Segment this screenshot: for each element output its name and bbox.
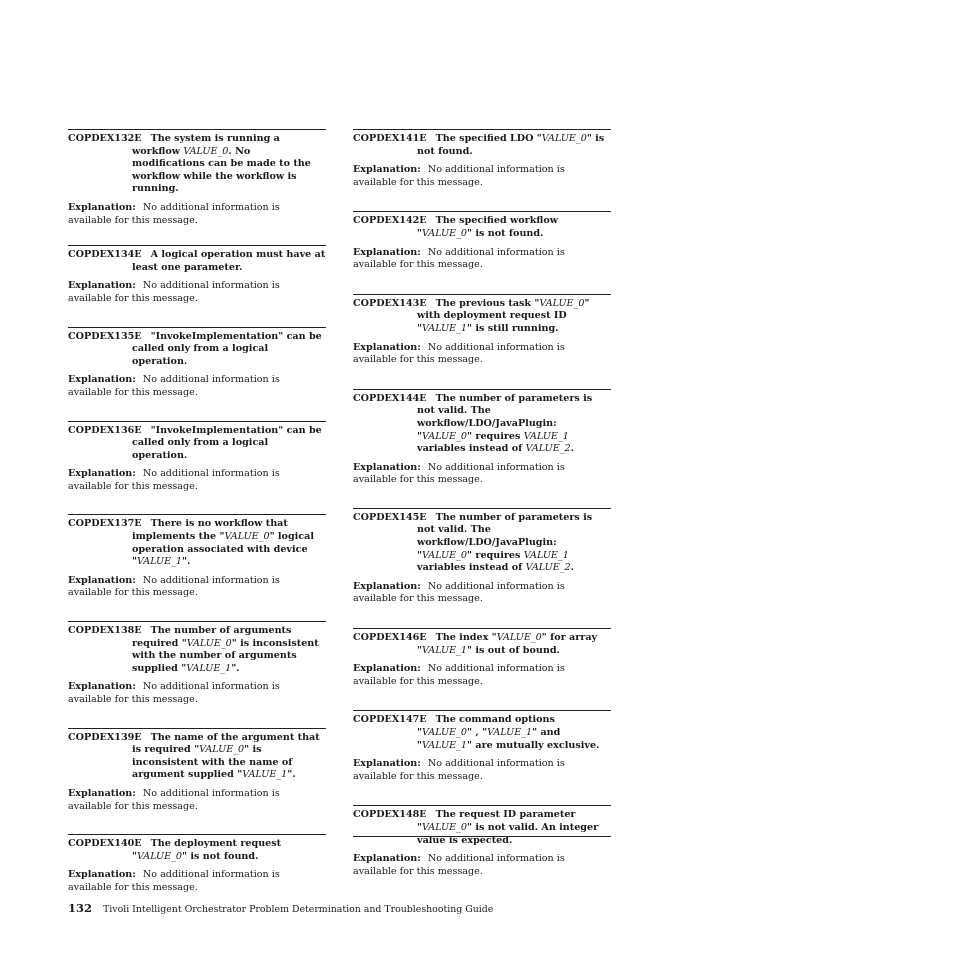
variable-placeholder: VALUE_0 bbox=[137, 850, 183, 862]
explanation bbox=[353, 758, 611, 783]
explanation bbox=[68, 869, 326, 894]
explanation bbox=[68, 575, 326, 600]
explanation-text: No additional information is available for this message. bbox=[353, 246, 565, 271]
explanation-text: No additional information is available for this message. bbox=[353, 580, 565, 605]
variable-placeholder: VALUE_0 bbox=[496, 632, 542, 644]
message-text: The specified workflow " bbox=[417, 215, 559, 239]
message-text: The deployment request " bbox=[132, 838, 282, 862]
message-heading bbox=[353, 393, 611, 456]
message-text: " for array " bbox=[417, 632, 598, 656]
message-heading bbox=[353, 809, 611, 847]
message-heading bbox=[68, 838, 326, 863]
message-text: ". bbox=[287, 769, 296, 781]
explanation bbox=[353, 247, 611, 272]
message-entry bbox=[353, 129, 611, 189]
message-heading bbox=[353, 714, 611, 752]
explanation bbox=[68, 202, 326, 227]
variable-placeholder: VALUE_0 bbox=[422, 430, 468, 442]
explanation-text: No additional information is available for this message. bbox=[68, 468, 280, 492]
explanation-label: Explanation: bbox=[353, 341, 421, 353]
page-number: 132 bbox=[68, 901, 93, 915]
explanation-text: No additional information is available for this message. bbox=[353, 663, 565, 687]
message-text: The previous task " bbox=[435, 297, 540, 309]
left-column bbox=[68, 129, 326, 895]
message-text: " and " bbox=[417, 727, 561, 751]
message-heading bbox=[353, 632, 611, 657]
message-code: COPDEX147E bbox=[353, 714, 427, 726]
explanation-label: Explanation: bbox=[68, 787, 136, 799]
message-text: . bbox=[570, 443, 574, 455]
explanation-text: No additional information is available for this message. bbox=[68, 574, 280, 599]
message-entry bbox=[68, 834, 326, 894]
book-title: Tivoli Intelligent Orchestrator Problem Determination and Troubleshooting Guide bbox=[103, 904, 494, 915]
variable-placeholder: VALUE_1 bbox=[422, 739, 468, 751]
variable-placeholder: VALUE_0 bbox=[539, 297, 585, 309]
explanation bbox=[353, 342, 611, 367]
message-entry bbox=[353, 710, 611, 783]
explanation bbox=[353, 164, 611, 189]
message-text: variables instead of bbox=[417, 562, 526, 574]
message-heading bbox=[68, 249, 326, 274]
variable-placeholder: VALUE_1 bbox=[523, 430, 569, 442]
explanation-text: No additional information is available for this message. bbox=[68, 280, 280, 304]
message-code: COPDEX136E bbox=[68, 424, 142, 436]
explanation bbox=[68, 468, 326, 493]
message-heading bbox=[68, 625, 326, 675]
explanation-text: No additional information is available for this message. bbox=[68, 869, 280, 893]
variable-placeholder: VALUE_0 bbox=[422, 549, 468, 561]
explanation-text: No additional information is available for this message. bbox=[353, 164, 565, 188]
message-text: The number of arguments required " bbox=[132, 625, 292, 649]
variable-placeholder: VALUE_1 bbox=[242, 769, 288, 781]
explanation-text: No additional information is available for this message. bbox=[68, 374, 280, 398]
message-text: " is not found. bbox=[467, 227, 544, 239]
variable-placeholder: VALUE_2 bbox=[525, 443, 571, 455]
explanation bbox=[353, 663, 611, 688]
message-text: ". bbox=[231, 662, 240, 674]
explanation-label: Explanation: bbox=[68, 681, 136, 693]
message-text: The specified LDO " bbox=[435, 133, 542, 144]
explanation-text: No additional information is available for this message. bbox=[353, 341, 565, 366]
message-entry bbox=[68, 621, 326, 707]
message-text: The number of parameters is not valid. The workflow/LDO/JavaPlugin: " bbox=[417, 392, 593, 442]
message-entry bbox=[68, 514, 326, 600]
message-entry bbox=[68, 728, 326, 814]
message-entry bbox=[353, 628, 611, 688]
message-text: variables instead of bbox=[417, 443, 526, 455]
explanation-text: No additional information is available for this message. bbox=[68, 201, 280, 226]
variable-placeholder: VALUE_0 bbox=[422, 727, 468, 738]
message-text: There is no workflow that implements the " bbox=[132, 518, 288, 543]
explanation-text: No additional information is available for this message. bbox=[353, 853, 565, 877]
explanation-text: No additional information is available for this message. bbox=[68, 681, 280, 705]
explanation-label: Explanation: bbox=[68, 201, 136, 213]
message-text: " is not valid. An integer value is expected. bbox=[417, 821, 599, 846]
explanation bbox=[68, 681, 326, 706]
variable-placeholder: VALUE_1 bbox=[422, 644, 468, 656]
explanation-label: Explanation: bbox=[68, 869, 136, 881]
message-text: The request ID parameter " bbox=[417, 809, 576, 833]
explanation bbox=[68, 374, 326, 399]
message-code: COPDEX141E bbox=[353, 133, 427, 144]
explanation-label: Explanation: bbox=[353, 461, 421, 473]
message-text: The name of the argument that is required " bbox=[132, 731, 320, 756]
message-code: COPDEX145E bbox=[353, 511, 427, 523]
message-code: COPDEX135E bbox=[68, 330, 142, 342]
message-heading bbox=[68, 425, 326, 463]
explanation-label: Explanation: bbox=[353, 580, 421, 592]
variable-placeholder: VALUE_0 bbox=[422, 227, 468, 239]
message-heading bbox=[353, 512, 611, 575]
message-entry bbox=[353, 805, 611, 878]
variable-placeholder: VALUE_2 bbox=[525, 562, 571, 574]
variable-placeholder: VALUE_1 bbox=[186, 662, 232, 674]
message-heading bbox=[353, 133, 611, 158]
explanation-text: No additional information is available for this message. bbox=[68, 787, 280, 812]
message-heading bbox=[68, 133, 326, 196]
explanation-label: Explanation: bbox=[353, 758, 421, 770]
message-code: COPDEX146E bbox=[353, 632, 427, 644]
message-heading bbox=[68, 732, 326, 782]
explanation-label: Explanation: bbox=[68, 574, 136, 586]
message-code: COPDEX142E bbox=[353, 215, 427, 227]
explanation-label: Explanation: bbox=[353, 164, 421, 176]
message-entry bbox=[68, 245, 326, 305]
message-code: COPDEX143E bbox=[353, 297, 427, 309]
explanation bbox=[353, 853, 611, 878]
message-entry bbox=[353, 389, 611, 487]
explanation-label: Explanation: bbox=[353, 663, 421, 675]
explanation bbox=[353, 581, 611, 606]
message-code: COPDEX137E bbox=[68, 518, 142, 530]
message-code: COPDEX138E bbox=[68, 625, 142, 637]
explanation-label: Explanation: bbox=[68, 468, 136, 480]
message-text: . No modifications can be made to the workflow while the workflow is running. bbox=[132, 145, 311, 195]
message-text: The command options " bbox=[417, 714, 555, 738]
message-text: " requires bbox=[467, 430, 524, 442]
explanation-label: Explanation: bbox=[353, 246, 421, 258]
message-text: The index " bbox=[435, 632, 497, 644]
message-code: COPDEX132E bbox=[68, 133, 142, 144]
variable-placeholder: VALUE_0 bbox=[199, 744, 245, 756]
explanation-label: Explanation: bbox=[353, 853, 421, 865]
variable-placeholder: VALUE_0 bbox=[422, 821, 468, 833]
page-footer bbox=[68, 901, 493, 917]
message-text: " is inconsistent with the name of argument supplied " bbox=[132, 744, 293, 781]
column-end-rule bbox=[353, 836, 611, 837]
message-text: . bbox=[570, 562, 574, 574]
message-heading bbox=[68, 331, 326, 369]
message-entry bbox=[68, 129, 326, 227]
message-text: The system is running a workflow bbox=[132, 133, 280, 157]
message-text: ". bbox=[182, 556, 191, 568]
message-entry bbox=[68, 421, 326, 494]
message-text: "InvokeImplementation" can be called only from a logical operation. bbox=[132, 424, 322, 461]
message-entry bbox=[353, 211, 611, 271]
message-text: " requires bbox=[467, 549, 524, 561]
variable-placeholder: VALUE_0 bbox=[183, 145, 229, 157]
message-text: " is not found. bbox=[182, 850, 259, 862]
message-code: COPDEX139E bbox=[68, 731, 142, 743]
right-column bbox=[353, 129, 611, 878]
message-heading bbox=[353, 215, 611, 240]
message-text: " is not found. bbox=[417, 133, 605, 157]
explanation-label: Explanation: bbox=[68, 374, 136, 386]
message-entry bbox=[353, 294, 611, 367]
message-heading bbox=[68, 518, 326, 568]
message-entry bbox=[353, 508, 611, 606]
message-text: A logical operation must have at least one parameter. bbox=[132, 249, 326, 273]
message-text: " , " bbox=[467, 727, 488, 738]
explanation bbox=[68, 788, 326, 813]
variable-placeholder: VALUE_0 bbox=[186, 637, 232, 649]
variable-placeholder: VALUE_0 bbox=[541, 133, 587, 144]
message-code: COPDEX144E bbox=[353, 392, 427, 404]
explanation-text: No additional information is available for this message. bbox=[353, 461, 565, 486]
message-text: " logical operation associated with device " bbox=[132, 531, 314, 568]
message-text: " are mutually exclusive. bbox=[467, 739, 600, 751]
variable-placeholder: VALUE_1 bbox=[137, 556, 183, 568]
message-code: COPDEX140E bbox=[68, 838, 142, 850]
variable-placeholder: VALUE_0 bbox=[224, 531, 270, 543]
explanation bbox=[68, 280, 326, 305]
message-heading bbox=[353, 298, 611, 336]
message-text: " with deployment request ID " bbox=[417, 297, 590, 334]
message-text: " is inconsistent with the number of arguments supplied " bbox=[132, 637, 319, 674]
message-entry bbox=[68, 327, 326, 400]
message-text: " is out of bound. bbox=[467, 644, 560, 656]
variable-placeholder: VALUE_1 bbox=[487, 727, 533, 738]
message-code: COPDEX148E bbox=[353, 809, 427, 821]
message-text: The number of parameters is not valid. The workflow/LDO/JavaPlugin: " bbox=[417, 511, 593, 561]
variable-placeholder: VALUE_1 bbox=[422, 322, 468, 334]
message-code: COPDEX134E bbox=[68, 249, 142, 261]
explanation-label: Explanation: bbox=[68, 280, 136, 292]
variable-placeholder: VALUE_1 bbox=[523, 549, 569, 561]
explanation bbox=[353, 462, 611, 487]
explanation-text: No additional information is available for this message. bbox=[353, 758, 565, 782]
message-text: " is still running. bbox=[467, 322, 559, 334]
message-text: "InvokeImplementation" can be called only from a logical operation. bbox=[132, 330, 322, 367]
